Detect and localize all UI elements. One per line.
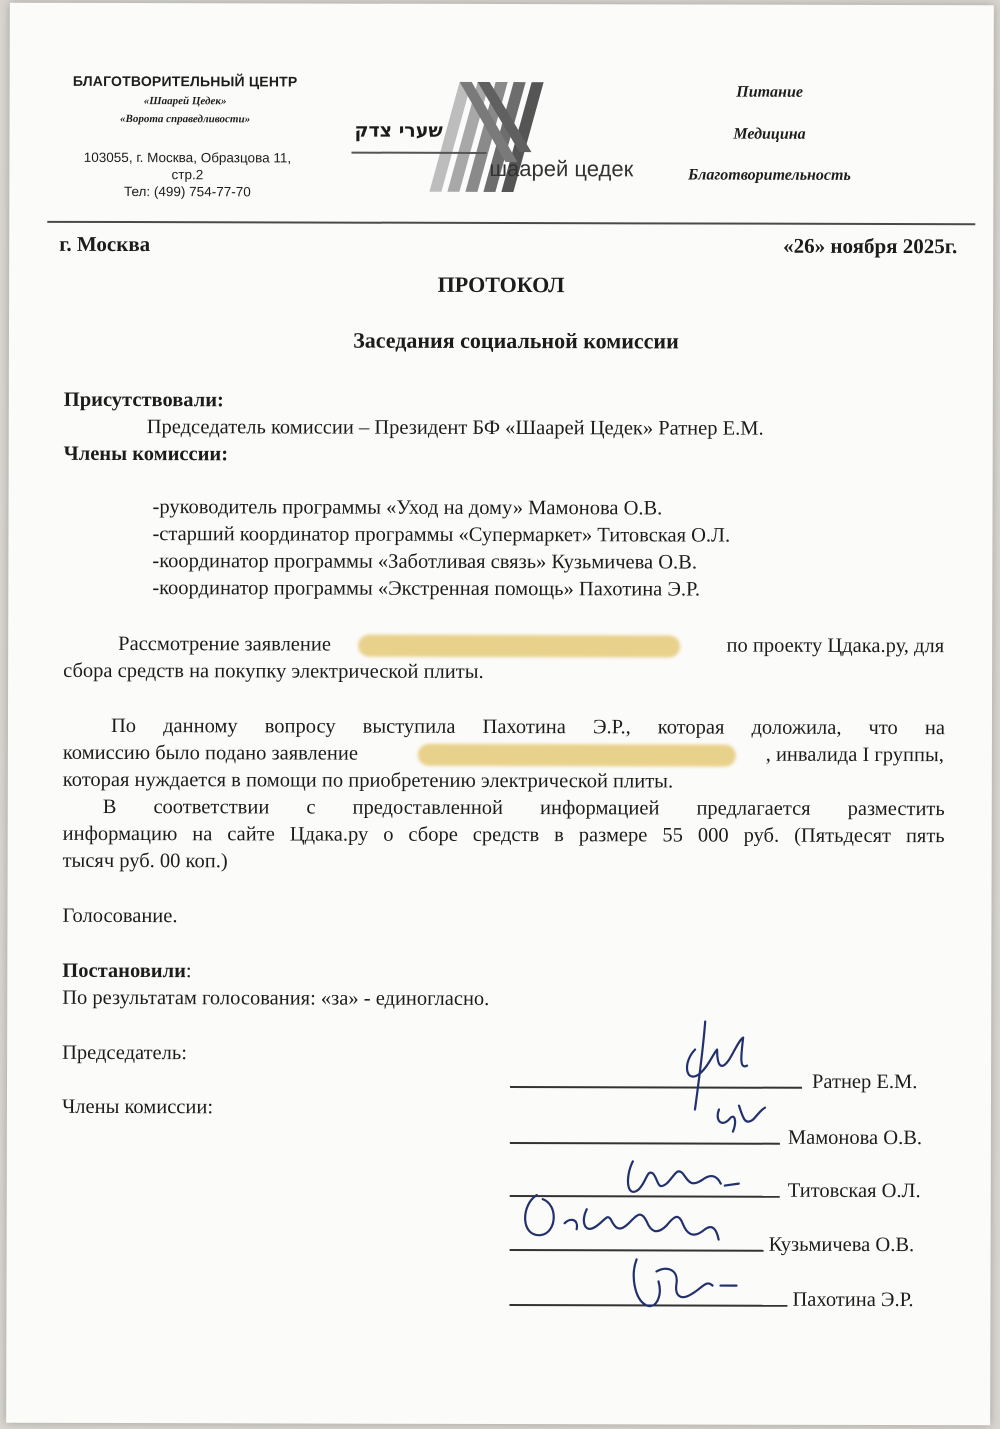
address-line-1: 103055, г. Москва, Образцова 11, [83, 149, 292, 166]
para3-line3: тысяч руб. 00 коп.) [62, 849, 228, 873]
org-address [57, 149, 317, 201]
signatory-name: Кузьмичева О.В. [768, 1233, 915, 1257]
member-item: -старший координатор программы «Супермаркет» Титовская О.Л. [152, 523, 731, 547]
members-label: Члены комиссии: [63, 442, 229, 466]
org-name: БЛАГОТВОРИТЕЛЬНЫЙ ЦЕНТР [72, 72, 298, 90]
signature-pakhotina [634, 1259, 737, 1306]
place: г. Москва [59, 231, 151, 257]
chairman-line: Председатель комиссии – Президент БФ «Шаарей Цедек» Ратнер Е.М. [146, 416, 764, 440]
members-sign-label: Члены комиссии: [61, 1095, 214, 1119]
para3-line1: В соответствии с предоставленной информацией предлагается разместить [102, 795, 945, 821]
org-subtitle: «Шаарей Цедек» [143, 95, 227, 108]
logo-divider [351, 152, 486, 154]
para3-line2: информацию на сайте Цдака.ру о сборе средств в размере 55 000 руб. (Пятьдесят пять [62, 822, 945, 848]
signatory-name: Пахотина Э.Р. [792, 1288, 914, 1312]
address-line-2: стр.2 [171, 167, 204, 183]
logo-hebrew: שערי צדק [354, 119, 443, 142]
header-item-food: Питание [736, 83, 803, 101]
member-item: -координатор программы «Экстренная помощь» Пахотина Э.Р. [152, 577, 701, 601]
vote-result: По результатам голосования: «за» - единогласно. [62, 986, 490, 1010]
decided-label: Постановили [62, 959, 186, 983]
page-title: ПРОТОКОЛ [437, 271, 565, 298]
para2-line2-end: , инвалида I группы, [765, 743, 944, 767]
signature-kuzmicheva [525, 1195, 719, 1240]
signatory-name: Ратнер Е.М. [812, 1070, 918, 1094]
para2-line2-start: комиссию было подано заявление [62, 741, 358, 765]
para2-line1: По данному вопросу выступила Пахотина Э.Р., которая доложила, что на [110, 714, 945, 740]
phone: Тел: (499) 754-77-70 [123, 184, 251, 200]
member-item: -руководитель программы «Уход на дому» Мамонова О.В. [152, 496, 663, 520]
handwritten-signatures [506, 1009, 767, 1330]
para1-end: по проекту Цдака.ру, для [726, 634, 945, 658]
signatory-name: Титовская О.Л. [787, 1179, 921, 1203]
para1-start: Рассмотрение заявление [118, 633, 331, 656]
redacted-name [358, 635, 680, 658]
chairman-label: Председатель: [62, 1041, 187, 1065]
signature-titovskaya [628, 1161, 739, 1192]
header-rule [47, 221, 975, 225]
page-subtitle: Заседания социальной комиссии [353, 327, 679, 354]
voting: Голосование. [62, 904, 178, 928]
signature-ratner [687, 1021, 747, 1109]
date: «26» ноября 2025г. [783, 233, 958, 259]
decided-colon: : [185, 960, 192, 983]
member-item: -координатор программы «Заботливая связь» Кузьмичева О.В. [152, 550, 698, 574]
signatory-name: Мамонова О.В. [787, 1126, 923, 1150]
header-item-medicine: Медицина [733, 125, 806, 143]
present-label: Присутствовали: [63, 388, 224, 412]
document-page [6, 3, 994, 1426]
para1-line2: сбора средств на покупку электрической плиты. [63, 659, 484, 683]
para2-line3: которая нуждается в помощи по приобретению электрической плиты. [62, 768, 674, 793]
org-motto: «Ворота справедливости» [119, 113, 251, 126]
signature-mamonova [718, 1106, 765, 1132]
decided [62, 958, 191, 985]
redacted-name [418, 744, 736, 767]
header-item-charity: Благотворительность [687, 166, 851, 184]
logo-text: шаарей цедек [489, 155, 634, 182]
